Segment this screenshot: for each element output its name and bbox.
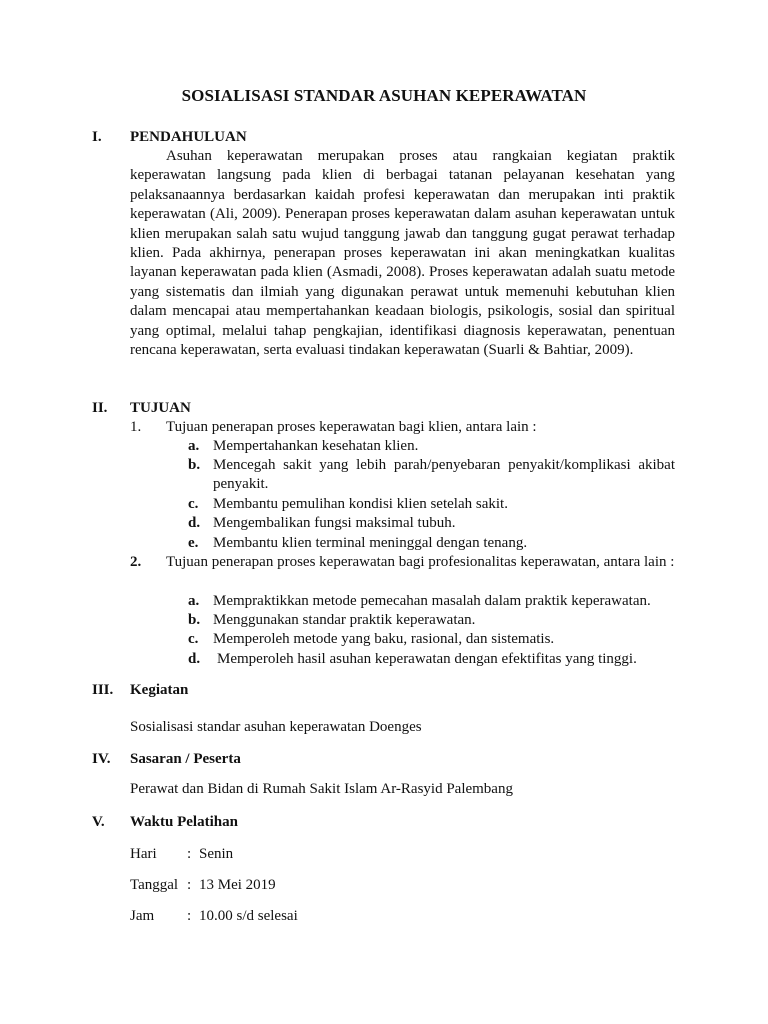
sub-item-text: Mempraktikkan metode pemecahan masalah dalam praktik keperawatan.	[213, 593, 651, 609]
section-number: I.	[92, 129, 102, 145]
sub-item-letter: e.	[188, 535, 199, 551]
sub-item-text: Mempertahankan kesehatan klien.	[213, 438, 419, 454]
sub-item-letter: c.	[188, 631, 199, 647]
schedule-colon: :	[187, 846, 192, 862]
sub-item-letter: a.	[188, 593, 200, 609]
sub-item-letter: d.	[188, 515, 201, 531]
sub-item-letter: d.	[188, 651, 201, 667]
schedule-colon: :	[187, 908, 192, 924]
document-title: SOSIALISASI STANDAR ASUHAN KEPERAWATAN	[181, 86, 587, 105]
sub-item-text: Memperoleh metode yang baku, rasional, dan sistematis.	[213, 631, 555, 647]
sub-item-letter: b.	[188, 612, 201, 628]
list-item-text: Tujuan penerapan proses keperawatan bagi klien, antara lain :	[166, 419, 537, 435]
schedule-value-jam: 10.00 s/d selesai	[199, 908, 298, 924]
section-number: IV.	[92, 751, 111, 767]
kegiatan-text: Sosialisasi standar asuhan keperawatan Doenges	[130, 719, 422, 735]
section-heading-sasaran: Sasaran / Peserta	[130, 751, 241, 767]
schedule-value-hari: Senin	[199, 846, 234, 862]
list-item-text: Tujuan penerapan proses keperawatan bagi profesionalitas keperawatan, antara lain :	[166, 554, 675, 570]
section-number: II.	[92, 400, 108, 416]
section-heading-kegiatan: Kegiatan	[130, 682, 189, 698]
sub-item-text: Memperoleh hasil asuhan keperawatan dengan efektifitas yang tinggi.	[217, 651, 637, 667]
sub-item-letter: a.	[188, 438, 200, 454]
sub-item-text: Mengembalikan fungsi maksimal tubuh.	[213, 515, 456, 531]
list-item-number: 1.	[130, 419, 142, 435]
section-heading-pendahuluan: PENDAHULUAN	[130, 129, 247, 145]
sasaran-text: Perawat dan Bidan di Rumah Sakit Islam Ar-Rasyid Palembang	[130, 781, 513, 797]
sub-item-letter: c.	[188, 496, 199, 512]
sub-item-text: Mencegah sakit yang lebih parah/penyebaran penyakit/komplikasi akibat penyakit.	[213, 457, 675, 493]
sub-item-letter: b.	[188, 457, 201, 473]
schedule-label-tanggal: Tanggal	[130, 877, 179, 893]
section-number: III.	[92, 682, 114, 698]
schedule-label-hari: Hari	[130, 846, 157, 862]
section-heading-tujuan: TUJUAN	[130, 400, 191, 416]
introduction-paragraph: Asuhan keperawatan merupakan proses atau rangkaian kegiatan praktik keperawatan langsung pada klien di berbagai tatanan pelayanan kesehatan yang pelaksanaannya berdasarkan kaidah profesi keperawatan dan merupakan inti praktik keperawatan (Ali, 2009). Penerapan proses keperawatan dalam asuhan keperawatan untuk klien merupakan salah satu wujud tanggung jawab dan tanggung gugat perawat terhadap klien. Pada akhirnya, penerapan proses keperawatan ini akan meningkatkan kualitas layanan keperawatan pada klien (Asmadi, 2008). Proses keperawatan adalah suatu metode yang sistematis dan ilmiah yang digunakan perawat untuk memenuhi kebutuhan klien dalam mencapai atau mempertahankan keadaan biologis, psikologis, sosial dan spiritual yang optimal, melalui tahap pengkajian, identifikasi diagnosis keperawatan, penentuan rencana keperawatan, serta evaluasi tindakan keperawatan (Suarli & Bahtiar, 2009).	[130, 148, 675, 359]
list-item-number: 2.	[130, 554, 142, 570]
section-number: V.	[92, 814, 105, 830]
schedule-colon: :	[187, 877, 192, 893]
section-heading-waktu: Waktu Pelatihan	[130, 814, 238, 830]
sub-item-text: Menggunakan standar praktik keperawatan.	[213, 612, 476, 628]
schedule-value-tanggal: 13 Mei 2019	[199, 877, 276, 893]
schedule-label-jam: Jam	[130, 908, 155, 924]
sub-item-text: Membantu klien terminal meninggal dengan tenang.	[213, 535, 528, 551]
sub-item-text: Membantu pemulihan kondisi klien setelah sakit.	[213, 496, 508, 512]
